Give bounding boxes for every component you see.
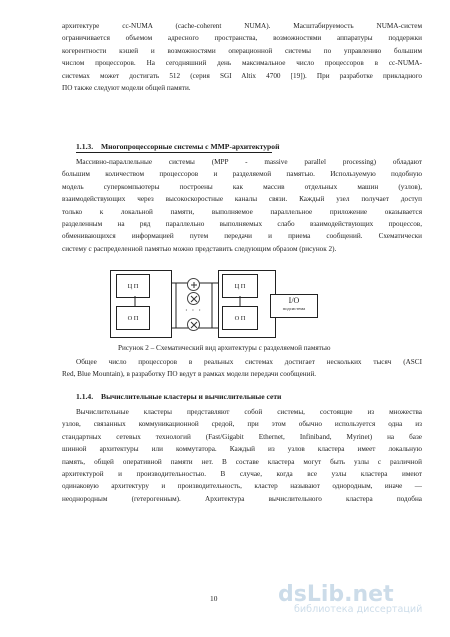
text-line: стандартных сетевых технологий (Fast/Gigabit Ethernet, Infiniband, Myrinet) на базе bbox=[62, 432, 422, 441]
text-line: неоднородным (гетерогенным). Архитектура вычислительного кластера подобна bbox=[62, 494, 422, 503]
text-line: числом процессоров. На сегодняшний день максимальное число процессоров в cc-NUMA- bbox=[62, 59, 422, 68]
text-line: разделенным на ряд параллельно выполняемых слабо взаимодействующих процессов, bbox=[62, 220, 422, 229]
section-heading-1-1-3 bbox=[76, 142, 279, 151]
section-title: Вычислительные кластеры и вычислительные сети bbox=[101, 392, 282, 401]
paragraph-clusters bbox=[62, 406, 422, 505]
text-line: Red, Blue Mountain), в разработку ПО ведут в рамках модели передачи сообщений. bbox=[62, 370, 317, 379]
node-2-memory: О П bbox=[222, 306, 258, 330]
text-line: только к локальной памяти, выполняемое параллельное приложение оказывается bbox=[62, 207, 422, 216]
io-title: I/O bbox=[288, 296, 300, 305]
paragraph-processor-count bbox=[62, 356, 422, 381]
figure-mpp-diagram bbox=[100, 268, 360, 340]
watermark-logo: dsLib.net bbox=[278, 582, 394, 607]
text-line: архитектурой и производительностью. В случае, когда все узлы кластера имеют bbox=[62, 470, 422, 479]
text-line: когерентности кэшей и возможностями операционной системы по управлению большим bbox=[62, 46, 422, 55]
text-line: архитектуре cc-NUMA (cache-coherent NUMA). Масштабируемость NUMA-систем bbox=[62, 22, 422, 30]
node-1-memory: О П bbox=[116, 306, 150, 330]
text-line: модель суперкомпьютеры построены как массив отдельных машин (узлов), bbox=[62, 182, 422, 191]
text-line: Массивно-параллельные системы (MPP - massive parallel processing) обладают bbox=[76, 158, 422, 166]
text-line: Общее число процессоров в реальных системах достигает нескольких тысяч (ASCI bbox=[76, 358, 422, 366]
text-line: ограничивается объемом адресного пространства, возможностями аппаратуры поддержки bbox=[62, 34, 422, 43]
text-line: большим количеством процессоров и разделяемой памятью. Используемую подобную bbox=[62, 170, 422, 179]
text-line: одинаковую архитектуру и производительность, кластер называют однородным, иначе — bbox=[62, 482, 422, 491]
section-heading-1-1-4 bbox=[76, 392, 281, 401]
interconnect-switch-icon bbox=[187, 292, 200, 305]
io-subsystem bbox=[270, 294, 318, 318]
section-number: 1.1.3. bbox=[76, 142, 94, 151]
io-subtitle: подсистема bbox=[282, 306, 306, 311]
node-2-link-icon bbox=[235, 296, 245, 306]
section-number: 1.1.4. bbox=[76, 392, 94, 401]
heading-underline bbox=[76, 152, 272, 153]
interconnect-switch-icon bbox=[187, 318, 200, 331]
text-line: шинной архитектуры или коммутатора. Каждый из узлов кластера имеет локальную bbox=[62, 445, 422, 454]
text-line: ПО также следуют модели общей памяти. bbox=[62, 84, 191, 93]
page-number: 10 bbox=[210, 594, 218, 603]
node-1-cpu: Ц П bbox=[116, 274, 150, 298]
interconnect-switch-icon bbox=[187, 278, 200, 291]
node-1-link-icon bbox=[130, 296, 140, 306]
text-line: системах может достигать 512 (серия SGI Altix 4700 [19]). При разработке прикладного bbox=[62, 71, 422, 80]
paragraph-numa bbox=[62, 20, 422, 94]
text-line: Вычислительные кластеры представляют собой системы, состоящие из множества bbox=[76, 408, 422, 416]
text-line: систему с распределенной памятью можно представить следующим образом (рисунок 2). bbox=[62, 244, 337, 253]
node-2-cpu: Ц П bbox=[222, 274, 258, 298]
text-line: память, общей оперативной памяти нет. В составе кластера могут быть узлы с различной bbox=[62, 457, 422, 466]
text-line: взаимодействующих через высокоскоростные каналы связи. Каждый узел получает доступ bbox=[62, 195, 422, 204]
section-title: Многопроцессорные системы с MMP-архитектурой bbox=[101, 142, 280, 151]
watermark-subtitle: библиотека диссертаций bbox=[294, 604, 423, 615]
paragraph-mpp bbox=[62, 156, 422, 255]
figure-caption: Рисунок 2 – Схематический вид архитектуры с разделяемой памятью bbox=[118, 344, 331, 352]
watermark bbox=[278, 582, 448, 634]
text-line: узлов, связанных коммуникационной средой, при этом обычно используется одна из bbox=[62, 420, 422, 429]
text-line: обменивающихся информацией путем передачи и приема сообщений. Схематически bbox=[62, 232, 422, 241]
more-nodes-ellipsis: · · · bbox=[185, 306, 202, 315]
